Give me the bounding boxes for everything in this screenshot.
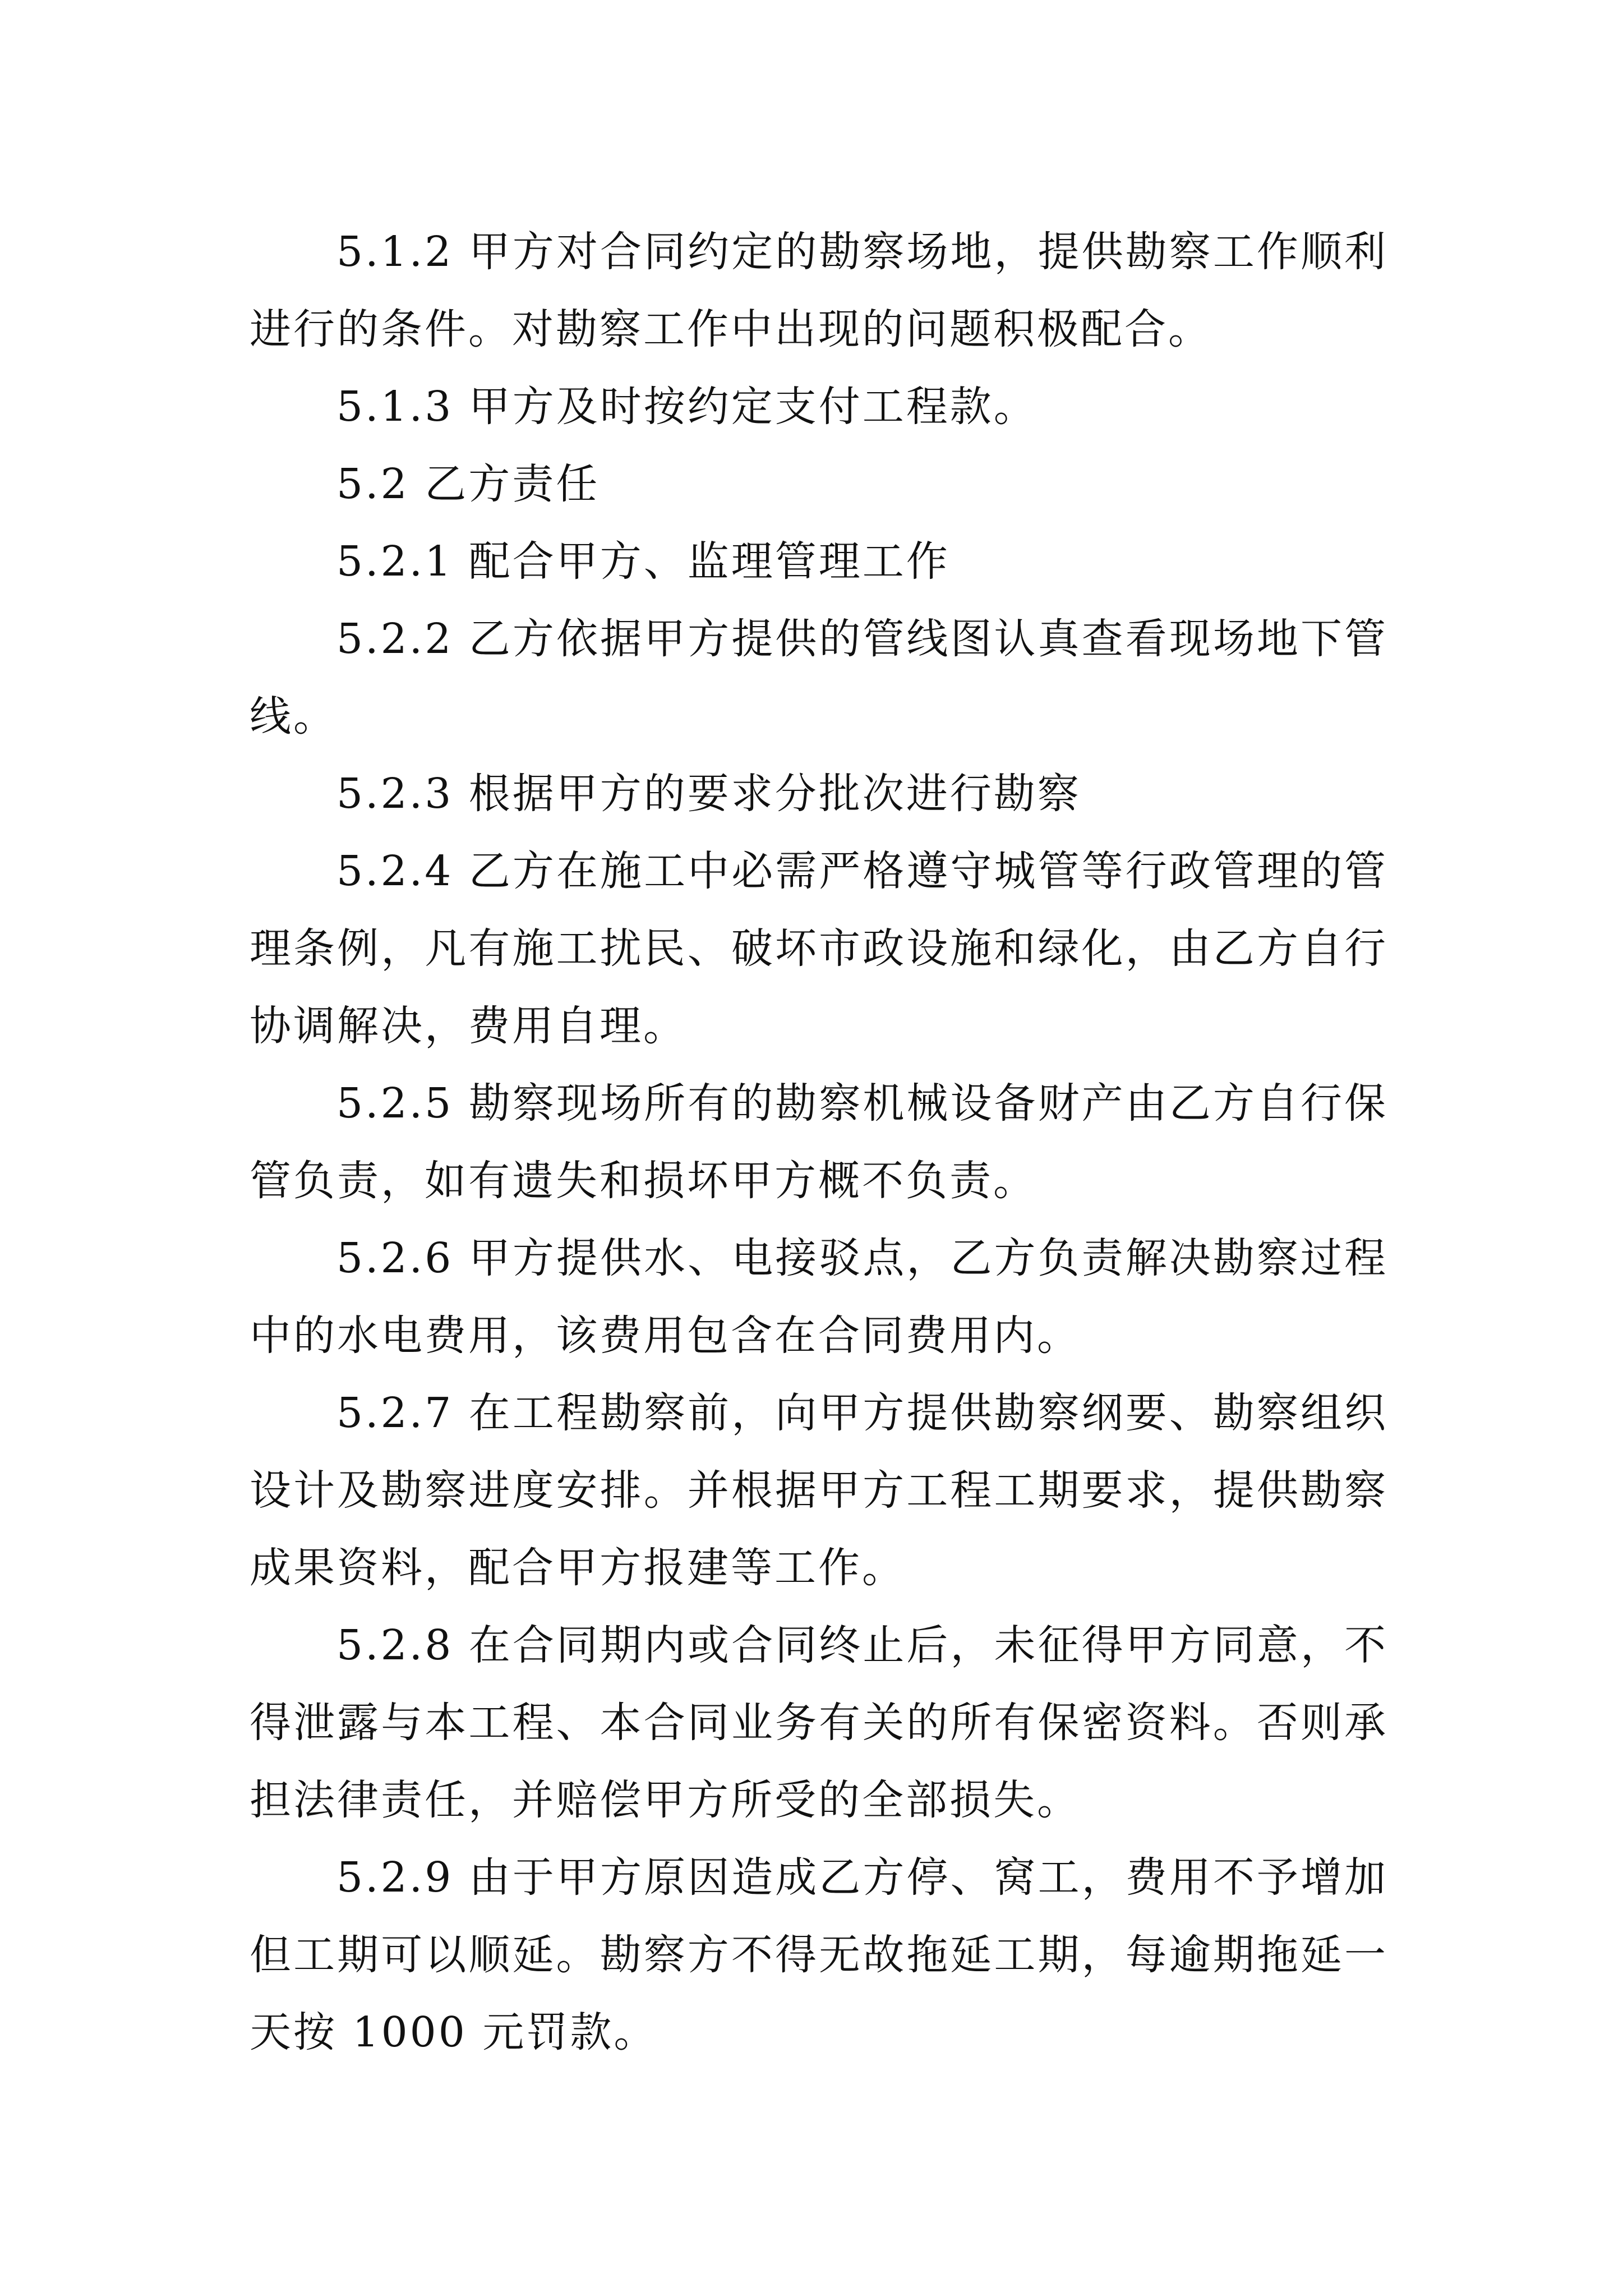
clause-5-2-6: 5.2.6 甲方提供水、电接驳点，乙方负责解决勘察过程中的水电费用，该费用包含在合同费用内。 <box>250 1234 1388 1360</box>
clause-5-1-2: 5.1.2 甲方对合同约定的勘察场地，提供勘察工作顺利进行的条件。对勘察工作中出现的问题积极配合。 <box>250 228 1388 353</box>
clause-5-2-2: 5.2.2 乙方依据甲方提供的管线图认真查看现场地下管线。 <box>250 615 1388 740</box>
document-body <box>250 213 1388 2071</box>
clause-5-2-3: 5.2.3 根据甲方的要求分批次进行勘察 <box>336 770 1081 818</box>
section-heading-5-2: 5.2 乙方责任 <box>336 460 600 508</box>
clause-5-2-7: 5.2.7 在工程勘察前，向甲方提供勘察纲要、勘察组织设计及勘察进度安排。并根据甲方工程工期要求，提供勘察成果资料，配合甲方报建等工作。 <box>250 1389 1388 1592</box>
clause-5-2-4: 5.2.4 乙方在施工中必需严格遵守城管等行政管理的管理条例，凡有施工扰民、破坏市政设施和绿化，由乙方自行协调解决，费用自理。 <box>250 847 1388 1050</box>
clause-5-2-5: 5.2.5 勘察现场所有的勘察机械设备财产由乙方自行保管负责，如有遗失和损坏甲方概不负责。 <box>250 1079 1388 1205</box>
clause-5-2-1: 5.2.1 配合甲方、监理管理工作 <box>336 537 950 586</box>
clause-5-1-3: 5.1.3 甲方及时按约定支付工程款。 <box>336 383 1038 431</box>
clause-5-2-9: 5.2.9 由于甲方原因造成乙方停、窝工，费用不予增加但工期可以顺延。勘察方不得无故拖延工期，每逾期拖延一天按 1000 元罚款。 <box>250 1853 1388 2056</box>
clause-5-2-8: 5.2.8 在合同期内或合同终止后，未征得甲方同意，不得泄露与本工程、本合同业务有关的所有保密资料。否则承担法律责任，并赔偿甲方所受的全部损失。 <box>250 1621 1388 1824</box>
